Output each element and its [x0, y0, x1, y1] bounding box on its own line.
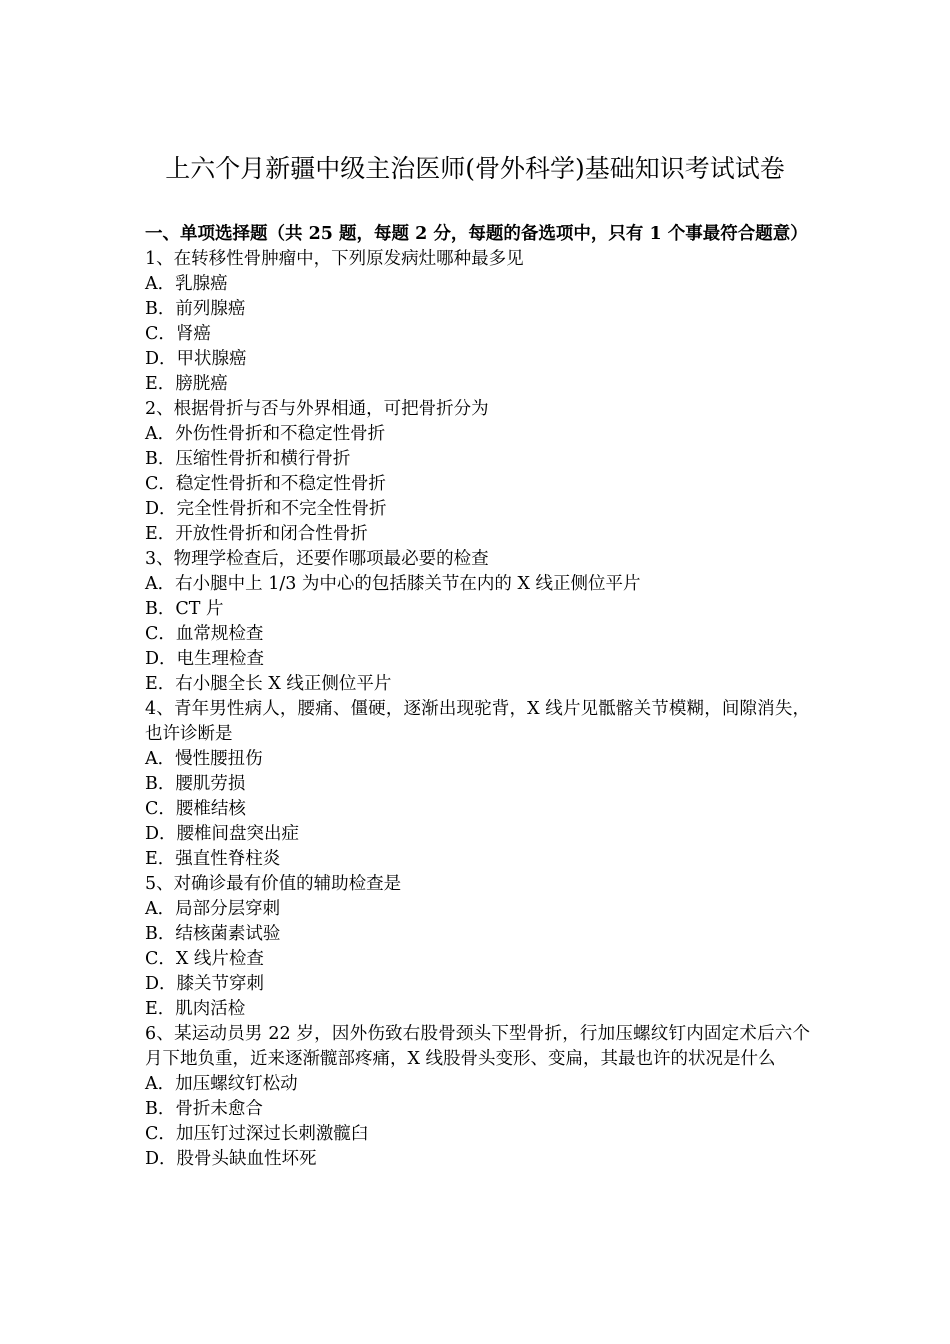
- document-body: [145, 222, 810, 1172]
- option-d: D．电生理检查: [145, 649, 265, 669]
- option-e: E．右小腿全长 X 线正侧位平片: [145, 674, 392, 694]
- question-stem: 3、物理学检查后，还要作哪项最必要的检查: [145, 549, 489, 569]
- option-d: D．甲状腺癌: [145, 349, 247, 369]
- option-e: E．开放性骨折和闭合性骨折: [145, 524, 368, 544]
- option-d: D．膝关节穿刺: [145, 974, 265, 994]
- option-a: A．右小腿中上 1/3 为中心的包括膝关节在内的 X 线正侧位平片: [145, 574, 641, 594]
- option-a: A．加压螺纹钉松动: [145, 1074, 298, 1094]
- option-c: C．腰椎结核: [145, 799, 246, 819]
- option-b: B．结核菌素试验: [145, 924, 281, 944]
- option-d: D．完全性骨折和不完全性骨折: [145, 499, 387, 519]
- option-a: A．慢性腰扭伤: [145, 749, 263, 769]
- option-c: C．X 线片检查: [145, 949, 264, 969]
- option-b: B．腰肌劳损: [145, 774, 246, 794]
- option-c: C．稳定性骨折和不稳定性骨折: [145, 474, 386, 494]
- question-1: [145, 247, 810, 397]
- question-6: [145, 1022, 810, 1172]
- option-b: B．前列腺癌: [145, 299, 246, 319]
- question-5: [145, 872, 810, 1022]
- option-a: A．局部分层穿刺: [145, 899, 281, 919]
- question-stem: 1、在转移性骨肿瘤中，下列原发病灶哪种最多见: [145, 249, 524, 269]
- option-e: E．强直性脊柱炎: [145, 849, 281, 869]
- option-c: C．加压钉过深过长刺激髋臼: [145, 1124, 369, 1144]
- question-2: [145, 397, 810, 547]
- question-4: [145, 697, 810, 872]
- option-b: B．压缩性骨折和横行骨折: [145, 449, 351, 469]
- question-stem: 4、青年男性病人，腰痛、僵硬，逐渐出现驼背，X 线片见骶髂关节模糊，间隙消失，也许诊断是: [145, 699, 810, 744]
- option-a: A．乳腺癌: [145, 274, 228, 294]
- option-e: E．膀胱癌: [145, 374, 228, 394]
- option-d: D．腰椎间盘突出症: [145, 824, 300, 844]
- option-a: A．外伤性骨折和不稳定性骨折: [145, 424, 386, 444]
- question-stem: 2、根据骨折与否与外界相通，可把骨折分为: [145, 399, 489, 419]
- option-b: B．骨折未愈合: [145, 1099, 263, 1119]
- option-c: C．血常规检查: [145, 624, 264, 644]
- document-title: 上六个月新疆中级主治医师(骨外科学)基础知识考试试卷: [165, 154, 785, 183]
- question-3: [145, 547, 810, 697]
- question-stem: 5、对确诊最有价值的辅助检查是: [145, 874, 402, 894]
- option-d: D．股骨头缺血性坏死: [145, 1149, 317, 1169]
- option-e: E．肌肉活检: [145, 999, 246, 1019]
- section-heading: 一、单项选择题（共 25 题，每题 2 分，每题的备选项中，只有 1 个事最符合题意）: [145, 224, 808, 244]
- option-c: C．肾癌: [145, 324, 211, 344]
- question-stem: 6、某运动员男 22 岁，因外伤致右股骨颈头下型骨折，行加压螺纹钉内固定术后六个月下地负重，近来逐渐髋部疼痛，X 线股骨头变形、变扁，其最也许的状况是什么: [145, 1024, 810, 1069]
- option-b: B．CT 片: [145, 599, 224, 619]
